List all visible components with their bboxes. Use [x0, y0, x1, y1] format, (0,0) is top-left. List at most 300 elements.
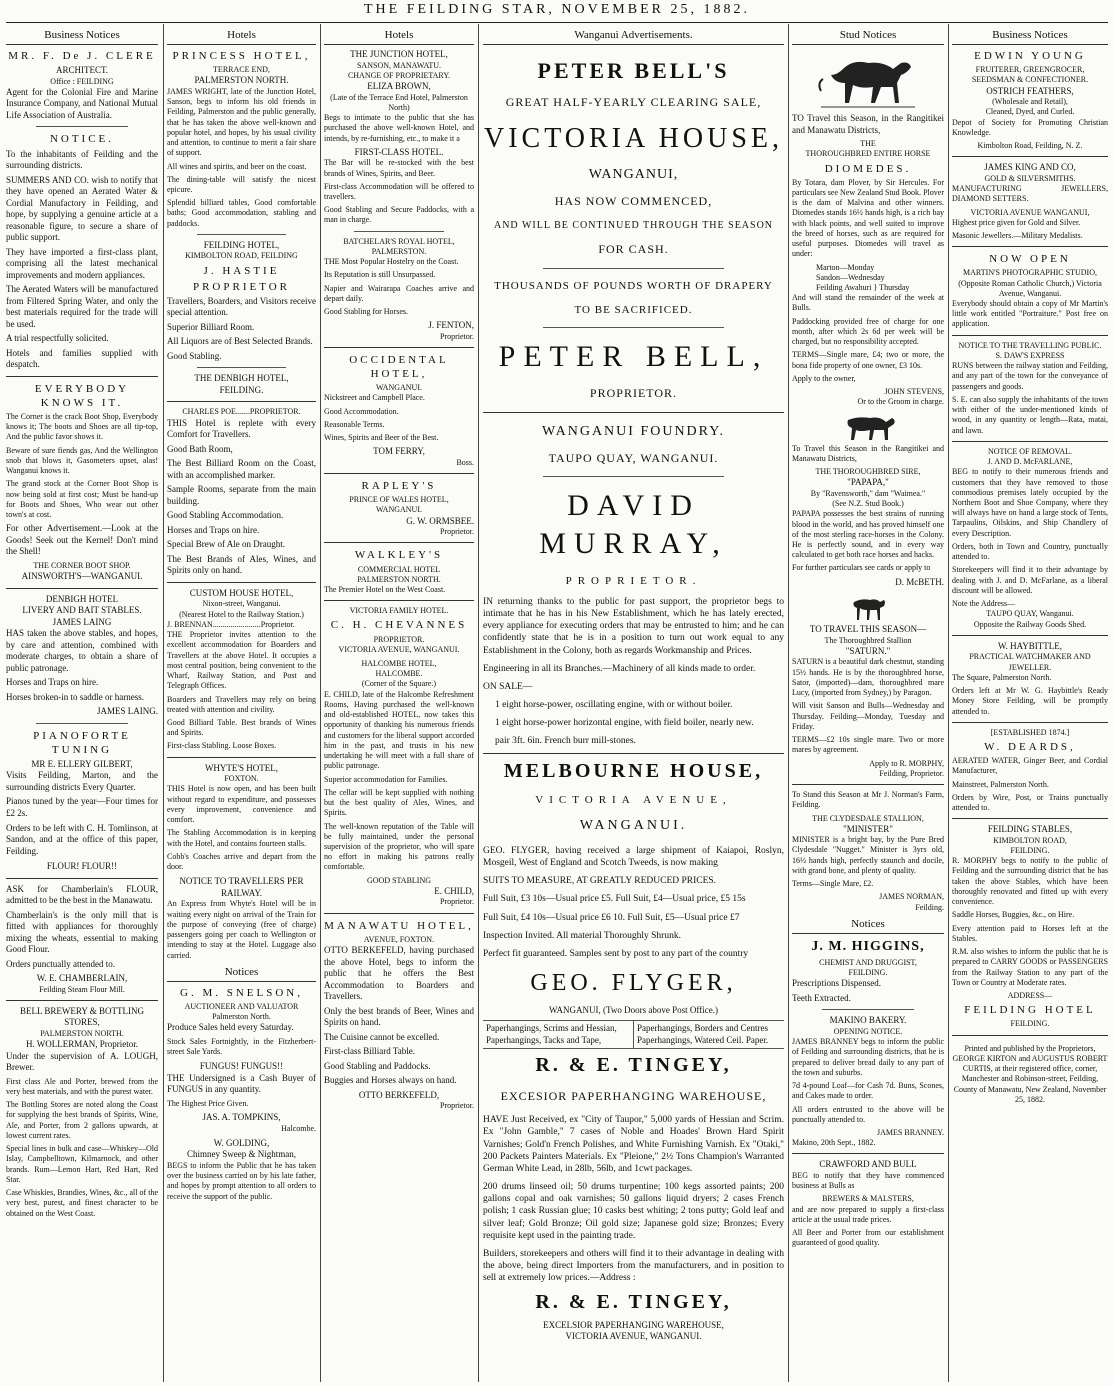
- corner-boot-shop-ad: [6, 382, 158, 583]
- ad-place: Kimbolton Road, Feilding, N. Z.: [977, 141, 1083, 151]
- ad-title: THE CLYDESDALE STALLION,: [812, 813, 924, 823]
- ad-title: BATCHELAR'S ROYAL HOTEL,: [343, 236, 455, 246]
- column-3: [324, 26, 474, 1382]
- ad-body: Full Suit, £4 10s—Usual price £6 10. Full Suit, £5—Usual price £7: [483, 912, 740, 923]
- ad-body: The cellar will be kept supplied with nothing but the best quality of Ales, Wines, and Spirits.: [324, 787, 474, 818]
- ad-body: OTTO BERKEFELD, having purchased the above Hotel, begs to inform the public that he offers the Best Accommodation to Boarders and Travellers.: [324, 944, 474, 1002]
- ad-title: FEILDING HOTEL,: [203, 239, 280, 250]
- ad-body: HAS taken the above stables, and hopes, by care and attention, combined with moderate charges, to obtain a share of public patronage.: [6, 628, 158, 673]
- ad-body: To the inhabitants of Feilding and the surrounding districts.: [6, 148, 158, 171]
- makino-bakery-ad: [792, 1015, 944, 1148]
- ad-body: Apply to the owner,: [792, 373, 856, 383]
- ad-title: VICTORIA FAMILY HOTEL.: [349, 606, 449, 616]
- ad-body: Paddocking provided free of charge for one month, after which 2s 6d per week will be charged, but no responsibility accepted.: [792, 316, 944, 347]
- james-king-ad: [952, 162, 1108, 241]
- ad-body: Napier and Wairarapa Coaches arrive and depart daily.: [324, 283, 474, 303]
- ad-place: TAUPO QUAY, Wanganui.: [986, 609, 1074, 619]
- ad-line: Sandon—Wednesday: [816, 272, 885, 282]
- ad-body: The Cuisine cannot be excelled.: [324, 1031, 440, 1042]
- column-header: Business Notices: [952, 28, 1108, 45]
- ad-body: To Stand this Season at Mr J. Norman's Farm, Feilding.: [792, 790, 944, 810]
- ad-body: Case Whiskies, Brandies, Wines, &c., all of the very best, purest, and finest character to be obtained on the West Coast.: [6, 1188, 158, 1218]
- ad-line: AND WILL BE CONTINUED THROUGH THE SEASON: [493, 219, 774, 231]
- divider: [792, 784, 944, 785]
- column-rule: [320, 24, 321, 1382]
- ad-subtitle: OPENING NOTICE.: [833, 1026, 903, 1036]
- denbigh-hotel-ad: [167, 373, 316, 576]
- divider: [952, 246, 1108, 247]
- ad-title: EVERYBODY KNOWS IT.: [34, 382, 130, 409]
- ad-name: "SATURN.": [845, 645, 891, 656]
- ad-body: Boarders and Travellers may rely on being treated with attention and civility.: [167, 694, 316, 714]
- column-rule: [788, 24, 789, 1382]
- ad-body: Good Stabling Accommodation.: [167, 510, 284, 521]
- ad-body: Prescriptions Dispensed.: [792, 978, 881, 989]
- ad-body: Under the supervision of A. LOUGH, Brewer.: [6, 1050, 158, 1073]
- ad-title: THOROUGHBRED ENTIRE HORSE: [805, 149, 931, 159]
- whytes-hotel-ad: [167, 763, 316, 873]
- ad-body: All wines and spirits, and beer on the coast.: [167, 161, 307, 171]
- ad-body: Full Suit, £3 10s—Usual price £5. Full Suit, £4—Usual price, £5 15s: [483, 894, 746, 905]
- ad-body: Begs to intimate to the public that she has purchased the above well-known Hotel, and intends, by re-furnishing, etc., to make it a: [324, 113, 474, 143]
- ad-title: R. & E. TINGEY,: [535, 1054, 732, 1077]
- ad-body: R.M. also wishes to inform the public that he is prepared to CARRY GOODS or PASSENGERS from the Railway Station to any part of the Town or Country at Moderate rates.: [952, 947, 1108, 987]
- ad-body: AERATED WATER, Ginger Beer, and Cordial Manufacturer,: [952, 756, 1108, 776]
- ad-subtitle: KIMBOLTON ROAD,: [993, 835, 1067, 845]
- divider: [483, 753, 784, 754]
- ad-body: TO Travel this Season, in the Rangitikei and Manawatu Districts,: [792, 113, 944, 135]
- ad-title: NOTICE TO THE TRAVELLING PUBLIC.: [958, 340, 1102, 350]
- masthead: THE FEILDING STAR, NOVEMBER 25, 1882.: [364, 2, 750, 17]
- ad-proprietor: Proprietor.: [440, 897, 474, 907]
- ad-body: Cobb's Coaches arrive and depart from the door.: [167, 851, 316, 872]
- ad-place: PALMERSTON NORTH.: [357, 574, 441, 584]
- ad-title: WHYTE'S HOTEL,: [204, 762, 279, 773]
- ad-date: Makino, 20th Sept., 1882.: [792, 1138, 876, 1148]
- ad-body: The Bottling Stores are noted along the Coast for supplying the best brands of Spirits, Wine, Ale, and Porter, from 2 gallons upwards, at lowest current rates.: [6, 1100, 158, 1140]
- clere-ad: [6, 49, 158, 121]
- diomedes-ad: [792, 113, 944, 408]
- batchelar-hotel-ad: [324, 237, 474, 342]
- ad-body: Inspection Invited. All material Thoroughly Shrunk.: [483, 930, 681, 941]
- piano-tuning-ad: [6, 729, 158, 857]
- ad-proprietor: Boss.: [456, 457, 474, 467]
- ad-body: The Best Billiard Room on the Coast, with an accomplished marker.: [167, 458, 316, 480]
- ad-name: H. WOLLERMAN, Proprietor.: [25, 1039, 139, 1050]
- minister-ad: [792, 790, 944, 913]
- divider: [952, 441, 1108, 442]
- wanganui-column: [483, 26, 784, 1382]
- ad-title: PIANOFORTE TUNING: [33, 729, 131, 756]
- ad-body: THE Undersigned is a Cash Buyer of FUNGUS in any quantity.: [167, 1072, 316, 1095]
- ad-body: HAVE Just Received, ex "City of Taupor," 5,000 yards of Hessian and Scrim. Ex "John Gamble," 7 cases of Noble and Hoades' Brown Hard Spirit Varnishes; Gold'n French Polishes, and White Furnishing Varnish. Ex "Otaki," 200 Packets Painters Materials. Ex "Pleione," 2½ Tons Champion's Warranted German White Lead, in 28lb, 56lb, and 1cwt packages.: [483, 1115, 784, 1174]
- column-rule: [478, 24, 479, 1382]
- column-5: [792, 26, 944, 1382]
- ad-line: GOOD STABLING: [366, 875, 432, 885]
- fungus-ad: [167, 1061, 316, 1134]
- walkleys-hotel-ad: [324, 548, 474, 595]
- ad-subtitle: CHANGE OF PROPRIETARY.: [347, 70, 451, 80]
- ad-subtitle: EXCESIOR PAPERHANGING WAREHOUSE,: [500, 1088, 767, 1103]
- ad-signature: OTTO BERKEFELD,: [358, 1089, 440, 1100]
- ad-signature: G. W. ORMSBEE.: [406, 515, 474, 526]
- ad-body: Special Brew of Ale on Draught.: [167, 539, 285, 550]
- ad-line: THOUSANDS OF POUNDS WORTH OF DRAPERY: [494, 279, 773, 292]
- ad-body: 200 drums linseed oil; 50 drums turpentine; 100 kegs assorted paints; 200 gallons copal and oak varnishes; 50 gallons liquid dryers; 2 cases French polish; 1 cask Russian glue; 10 casks best whiting; 2 tons putty; Gold leaf and silver leaf; Gold Bronze; Oil gold size; Japanese gold size; Bronzes; Every requisite kept used in the painting trade.: [483, 1182, 784, 1241]
- column-header: Hotels: [167, 28, 316, 45]
- ad-body: Agent for the Colonial Fire and Marine Insurance Company, and National Mutual Life Association of Australia.: [6, 86, 158, 120]
- summers-notice: [6, 132, 158, 370]
- ad-place: VICTORIA AVENUE,: [535, 794, 732, 807]
- ad-place: VICTORIA AVENUE, WANGANUI.: [338, 644, 460, 654]
- ad-body: Buggies and Horses always on hand.: [324, 1075, 457, 1086]
- ad-body: Will visit Sanson and Bulls—Wednesday and Thursday. Feilding—Monday, Tuesday and Friday.: [792, 701, 944, 731]
- ad-proprietor: CHARLES POE.......PROPRIETOR.: [182, 407, 301, 417]
- ad-place: HALCOMBE.: [375, 669, 423, 679]
- ad-place: (Opposite Roman Catholic Church,) Victoria Avenue, Wanganui.: [958, 278, 1102, 298]
- ad-line: Office : FEILDING: [50, 76, 114, 86]
- ad-title: MR. F. De J. CLERE: [8, 50, 156, 63]
- ad-body: Storekeepers will find it to their advantage by dealing with J. and D. McFarlane, as a liberal discount will be allowed.: [952, 565, 1108, 595]
- ad-title: AUCTIONEER AND VALUATOR: [184, 1001, 299, 1011]
- flour-ad: [6, 861, 158, 995]
- ad-body: The Stabling Accommodation is in keeping with the Hotel, and contains fourteen stalls.: [167, 828, 316, 848]
- ad-place: FEILDING.: [1010, 845, 1050, 855]
- ad-body: The Aerated Waters will be manufactured from Filtered Spring Water, and only the best materials required for the trade will be used.: [6, 284, 158, 329]
- ad-body: BEG to notify to their numerous friends and customers that they have removed to those commodious premises lately occupied by the Northern Boot and Shoe Company, where they will always have on hand a large stock of Tents, Tarpaulins, Oilskins, and Ship Chandlery of every Description.: [952, 467, 1108, 538]
- ad-body: IN returning thanks to the public for past support, the proprietor begs to intimate that he has in his New Establishment, which he has lately erected, every appliance for executing orders that may be entrusted to him; and he can confidently state that he is in a position to turn out work equal to any Establishment in the Colony, both as regards Workmanship and Prices.: [483, 596, 784, 656]
- ad-body: SATURN is a beautiful dark chestnut, standing 15½ hands. He is by the thoroughbred horse, Sator, (imported)—dam, thoroughbred mare Lucy, (imported from Sydney,) by Paragon.: [792, 657, 944, 698]
- ad-body: By Totara, dam Plover, by Sir Hercules. For particulars see New Zealand Stud Book. Plover is the dam of Malvina and other winners. Diomedes stands 16½ hands high, is a rich bay with black points, and well suited to improve the breed of horses, such as are required for useful purposes. Diomedes will travel as under:: [792, 177, 944, 259]
- divider: [543, 476, 724, 477]
- ad-proprietor: Proprietor.: [440, 1101, 474, 1111]
- ad-title: BELL BREWERY & BOTTLING STORES,: [19, 1005, 145, 1028]
- ad-place: FEILDING.: [219, 384, 264, 395]
- ad-body: The Premier Hotel on the West Coast.: [324, 584, 446, 594]
- ad-body: Special lines in bulk and case—Whiskey—Old Islay, Campbelltown, Kilmarnock, and other brands. Rum—Lemon Hart, Red Hart, Red Star.: [6, 1144, 158, 1184]
- ad-body: An Express from Whyte's Hotel will be in waiting every night on arrival of the Train for the purpose of conveying (free of charge) passengers going per coach to Wellington or intending to stay at the Hotel. Luggage also carried.: [167, 899, 316, 960]
- saturn-ad: [792, 624, 944, 779]
- ad-body: Orders, both in Town and Country, punctually attended to.: [952, 541, 1108, 562]
- deards-ad: [952, 728, 1108, 813]
- ad-line: THE: [860, 139, 876, 149]
- ad-place: Feilding.: [915, 902, 944, 912]
- ad-name: "PAPAPA,": [847, 477, 889, 488]
- ad-title: PRINCESS HOTEL,: [172, 50, 311, 63]
- divider: [6, 588, 158, 589]
- column-header: Stud Notices: [792, 28, 944, 45]
- column-header: Hotels: [324, 28, 474, 45]
- ad-signature: W. E. CHAMBERLAIN,: [36, 973, 128, 984]
- ad-place: VICTORIA AVENUE WANGANUI,: [970, 207, 1090, 217]
- ad-body: Everybody should obtain a copy of Mr Martin's little work entitled "Portraiture." Post free on application.: [952, 299, 1108, 329]
- divider: [324, 600, 474, 601]
- paperhanging-list-right: Paperhangings, Borders and Centres Paperhangings, Watered Ceil. Paper.: [637, 1023, 769, 1045]
- ad-body: TERMS—Single mare, £4; two or more, the bona fide property of one owner, £3 10s.: [792, 350, 944, 370]
- section-header: Notices: [167, 965, 316, 982]
- ad-body: THE Most Popular Hostelry on the Coast.: [324, 257, 459, 267]
- ad-body: Only the best brands of Beer, Wines and Spirits on hand.: [324, 1005, 474, 1028]
- ad-body: First-class Accommodation will be offered to travellers.: [324, 181, 474, 201]
- ad-subtitle: S. DAW'S EXPRESS: [995, 350, 1065, 360]
- ad-line: TO BE SACRIFICED.: [574, 303, 693, 316]
- denbigh-stables-ad: [6, 594, 158, 718]
- ad-body: JAMES WRIGHT, late of the Junction Hotel, Sanson, begs to inform his old friends in Feilding, Palmerston and the public generally, that he has taken the above well-known and popular hotel, and hopes, by his usual civility and attention, to continue to merit a fair share of support.: [167, 86, 316, 158]
- ad-body: To Travel this Season in the Rangitikei and Manawatu Districts,: [792, 443, 944, 463]
- crawford-bull-ad: [792, 1159, 944, 1248]
- ad-body: Chamberlain's is the only mill that is fitted with appliances for thoroughly mixing the wheats, essential to making Good Flour.: [6, 909, 158, 955]
- ad-place: AINSWORTH'S—WANGANUI.: [21, 571, 143, 582]
- ad-name: R. & E. TINGEY,: [535, 1291, 732, 1314]
- ad-name: J. HASTIE: [203, 264, 280, 277]
- ad-place: Halcombe.: [281, 1123, 316, 1133]
- ad-body: Beware of sure fiends gas, And the Wellington snob that blows it, Gasometers upset, alas! Wanganui knows it.: [6, 445, 158, 476]
- ad-body: THE Proprietor invites attention to the excellent accommodation for Boarders and Travellers at the above Hotel. It occupies a most central position, being convenient to the Wharf, Railway Station, and Post and Telegraph Offices.: [167, 630, 316, 691]
- ad-place: PALMERSTON NORTH.: [40, 1028, 124, 1038]
- ad-body: TERMS—£2 10s single mare. Two or more mares by agreement.: [792, 735, 944, 755]
- ad-subtitle: EXCELSIOR PAPERHANGING WAREHOUSE,: [543, 1319, 724, 1330]
- ad-body: S. E. can also supply the inhabitants of the town with either of the under-mentioned kinds of wood, in any quantity or length—Rata, matai, and lawn.: [952, 394, 1108, 435]
- ad-body: Horses and Traps on hire.: [6, 677, 99, 688]
- ad-title: Chimney Sweep & Nightman,: [187, 1149, 296, 1160]
- ad-body: 1 eight horse-power, oscillating engine, with or without boiler.: [495, 699, 733, 710]
- ad-line: Marton—Monday: [816, 262, 875, 272]
- ad-body: 7d 4-pound Loaf—for Cash 7d. Buns, Scones, and Cakes made to order.: [792, 1081, 944, 1101]
- ad-title: FEILDING STABLES,: [987, 824, 1073, 835]
- ad-signature: JAMES BRANNEY.: [877, 1128, 944, 1137]
- ad-body: All Liquors are of Best Selected Brands.: [167, 336, 313, 347]
- ad-title: MANAWATU HOTEL,: [324, 919, 474, 932]
- ad-signature: JAMES NORMAN,: [879, 892, 944, 902]
- manawatu-hotel-ad: [324, 919, 474, 1112]
- ad-line: Feilding Awahuri } Thursday: [816, 283, 910, 292]
- ad-line: GREAT HALF-YEARLY CLEARING SALE,: [505, 95, 762, 110]
- ad-line: Note the Address—: [952, 599, 1016, 609]
- ad-signature: THE CORNER BOOT SHOP.: [33, 560, 131, 570]
- ad-body: The Corner is the crack Boot Shop, Everybody knows it; The boots and Shoes are all tip-top, And the public favor shows it.: [6, 411, 158, 442]
- ad-name: W. HAYBITTLE,: [997, 640, 1063, 651]
- ad-place: Opposite the Railway Goods Shed.: [973, 619, 1087, 629]
- ad-title: FRUITERER, GREENGROCER,: [975, 65, 1085, 75]
- ad-line: Cleaned, Dyed, and Curled.: [985, 107, 1075, 117]
- ad-body: Good Accommodation.: [324, 406, 399, 416]
- ad-body: Superior accommodation for Families.: [324, 774, 448, 784]
- divider: [483, 412, 784, 413]
- ad-title: HALCOMBE HOTEL,: [361, 659, 437, 668]
- ad-place: AVENUE, FOXTON.: [363, 934, 435, 944]
- section-header: Notices: [792, 917, 944, 934]
- daws-express-ad: [952, 341, 1108, 436]
- ad-body: Reasonable Terms.: [324, 419, 385, 429]
- ad-title: FLOUR! FLOUR!!: [46, 861, 118, 872]
- ad-body: A trial respectfully solicited.: [6, 333, 109, 344]
- horse-engraving: [848, 592, 888, 622]
- ad-title: MELBOURNE HOUSE,: [503, 760, 764, 783]
- ad-body: Good Bath Room,: [167, 443, 233, 454]
- ad-name: MR E. ELLERY GILBERT,: [31, 758, 133, 769]
- ad-body: BEG to notify that they have commenced business at Bulls as: [792, 1170, 944, 1191]
- ad-proprietor: PROPRIETOR.: [589, 386, 678, 401]
- ad-body: THIS Hotel is now open, and has been built without regard to expenditure, and possesses every improvement, convenience and comfort.: [167, 784, 316, 825]
- column-2: [167, 26, 316, 1382]
- ad-line: HAS NOW COMMENCED,: [554, 194, 713, 209]
- ad-subtitle: COMMERCIAL HOTEL: [357, 564, 441, 574]
- ad-line: By "Ravensworth," dam "Waimea.": [810, 488, 926, 498]
- divider: [354, 231, 444, 232]
- ad-name: PETER BELL,: [498, 340, 769, 373]
- paperhanging-list-left: Paperhangings, Scrims and Hessian, Paperhangings, Tacks and Tape,: [483, 1021, 634, 1048]
- railway-notice-ad: [167, 876, 316, 960]
- ad-body: Good Billiard Table. Best brands of Wines and Spirits.: [167, 717, 316, 738]
- divider: [543, 327, 724, 328]
- ad-subtitle: BREWERS & MALSTERS,: [822, 1194, 914, 1204]
- ad-proprietor: PROPRIETOR.: [565, 574, 702, 587]
- ad-title: THE THOROUGHBRED SIRE,: [815, 467, 921, 477]
- divider: [952, 635, 1108, 636]
- ad-body: Stock Sales Fortnightly, in the Fitzherbert-street Sale Yards.: [167, 1036, 316, 1057]
- ad-title: WALKLEY'S: [354, 549, 444, 562]
- ad-body: For other Advertisement.—Look at the Goods! Seek out the Kernel! Don't mind the Shell!: [6, 523, 158, 557]
- ad-title: WANGANUI FOUNDRY.: [541, 423, 726, 439]
- golding-ad: [167, 1138, 316, 1202]
- ad-body: E. CHILD, late of the Halcombe Refreshment Rooms, Having purchased the well-known and old-established HOTEL, now takes this opportunity of thanking his numerous friends and customers for the liberal support accorded him in the past, and trusts in his new undertaking he will meet with a full share of public patronage.: [324, 689, 474, 771]
- ad-name: W. GOLDING,: [213, 1137, 270, 1148]
- column-header: Business Notices: [6, 28, 158, 45]
- ad-body: THIS Hotel is replete with every Comfort for Travellers.: [167, 417, 316, 440]
- ad-place: FOXTON.: [224, 774, 259, 784]
- ad-line: (Wholesale and Retail),: [992, 97, 1068, 107]
- divider: [167, 757, 316, 758]
- ad-line: ADDRESS—: [1007, 991, 1053, 1001]
- ad-proprietor: PROPRIETOR.: [373, 634, 425, 644]
- ad-place: WANGANUI, (Two Doors above Post Office.): [549, 1004, 718, 1015]
- ad-place: FEILDING.: [1010, 1019, 1050, 1029]
- divider: [167, 401, 316, 402]
- martin-studio-ad: [952, 252, 1108, 329]
- ad-body: Depot of Society for Promoting Christian Knowledge.: [952, 117, 1108, 137]
- princess-hotel-ad: [167, 49, 316, 229]
- ad-title: MAKINO BAKERY.: [829, 1015, 907, 1026]
- ad-name: DAVID MURRAY,: [539, 489, 728, 561]
- ad-body: Horses broken-in to saddle or harness.: [6, 691, 144, 702]
- ad-body: Nickstreet and Campbell Place.: [324, 393, 425, 403]
- ad-name: FEILDING HOTEL: [964, 1004, 1096, 1017]
- divider: [167, 582, 316, 583]
- ad-place: WANGANUI.: [376, 505, 422, 515]
- ad-body: The Square, Palmerston North.: [952, 672, 1052, 682]
- ad-title: PRACTICAL WATCHMAKER AND JEWELLER.: [969, 652, 1091, 672]
- ad-shop-name: VICTORIA HOUSE,: [483, 122, 784, 154]
- feilding-stables-ad: [952, 824, 1108, 1029]
- ad-line: (Corner of the Square.): [361, 679, 437, 689]
- ad-body: Every attention paid to Horses left at the Stables.: [952, 923, 1108, 943]
- ad-body: They have imported a first-class plant, comprising all the latest mechanical improvements and modern appliances.: [6, 246, 158, 280]
- divider: [197, 367, 286, 368]
- column-rule: [948, 24, 949, 1382]
- ad-proprietor: PROPRIETOR: [192, 280, 291, 293]
- ad-signature: D. McBETH.: [895, 576, 944, 587]
- ad-body: Good Stabling for Horses.: [324, 307, 408, 317]
- ad-title: RAPLEY'S: [361, 480, 437, 493]
- ad-title: CUSTOM HOUSE HOTEL,: [189, 587, 294, 598]
- printer-imprint: Printed and published by the Proprietors, GEORGE KIRTON and AUGUSTUS ROBERT CURTIS, at their registered office, corner, Manchester and Robinson-street, Feilding, County of Manawatu, New Zealand, November 25, 1882.: [952, 1043, 1108, 1104]
- ad-signature: JAMES LAING.: [96, 706, 158, 717]
- ad-body: The Highest Price Given.: [167, 1098, 249, 1108]
- ad-line: FIRST-CLASS HOTEL.: [354, 146, 444, 157]
- ad-body: The Bar will be re-stocked with the best brands of Wines, Spirits, and Beer.: [324, 158, 474, 178]
- ad-body: Orders left at Mr W. G. Haybittle's Ready Money Store Feilding, will be promptly attended to.: [952, 686, 1108, 716]
- column-header: Wanganui Advertisements.: [483, 28, 784, 45]
- ad-body: Visits Feilding, Marton, and the surrounding districts Every Quarter.: [6, 770, 158, 792]
- ad-title: THE JUNCTION HOTEL,: [350, 49, 448, 60]
- higgins-ad: [792, 938, 944, 1004]
- ad-body: Terms—Single Mare, £2.: [792, 879, 874, 889]
- ad-name: W. DEARDS,: [984, 740, 1076, 753]
- column-1: [6, 26, 158, 1382]
- ad-name: DIOMEDES.: [824, 162, 912, 175]
- ad-body: Hotels and families supplied with despatch.: [6, 347, 158, 370]
- removal-notice-ad: [952, 447, 1108, 630]
- divider: [6, 878, 158, 879]
- edwin-young-ad: [952, 49, 1108, 151]
- horse-engraving: [813, 49, 923, 111]
- melbourne-house-ad: [483, 759, 784, 1016]
- divider: [324, 347, 474, 348]
- ad-body: The Best Brands of Ales, Wines, and Spirits only on hand.: [167, 553, 316, 576]
- bell-brewery-ad: [6, 1006, 158, 1219]
- wanganui-foundry-ad: [483, 423, 784, 748]
- ad-place: WANGANUI.: [376, 383, 422, 393]
- ad-title: NOW OPEN: [989, 253, 1071, 266]
- horse-engraving: [838, 412, 898, 442]
- paperhanging-list: [483, 1020, 784, 1049]
- divider: [822, 1009, 913, 1010]
- ad-body: GEO. FLYGER, having received a large shipment of Kaiapoi, Roslyn, Mosgeil, West of England and Scotch Tweeds, is now making: [483, 846, 784, 869]
- divider: [952, 1035, 1108, 1036]
- ad-name: ELIZA BROWN,: [367, 81, 431, 92]
- ad-name: J. M. HIGGINS,: [811, 938, 925, 954]
- papapa-ad: [792, 444, 944, 589]
- ad-subtitle: The Thoroughbred Stallion: [824, 635, 912, 645]
- divider: [6, 376, 158, 377]
- ad-body: MANUFACTURING JEWELLERS, DIAMOND SETTERS.: [952, 184, 1108, 204]
- ad-body: 1 eight horse-power horizontal engine, with field boiler, nearly new.: [495, 718, 754, 729]
- ad-line: (See N.Z. Stud Book.): [832, 499, 904, 509]
- ad-place: Palmerston North.: [212, 1012, 271, 1022]
- divider: [952, 818, 1108, 819]
- ad-place: Feilding Steam Flour Mill.: [39, 984, 125, 994]
- ad-signature: TOM FERRY,: [373, 446, 425, 457]
- ad-title: TO TRAVEL THIS SEASON—: [809, 624, 927, 635]
- ad-body: Mainstreet, Palmerston North.: [952, 779, 1049, 789]
- divider: [543, 268, 724, 269]
- ad-body: Good Stabling and Paddocks.: [324, 1060, 431, 1071]
- ad-subtitle: LIVERY AND BAIT STABLES.: [22, 605, 142, 616]
- ad-title: OCCIDENTAL HOTEL,: [349, 354, 449, 381]
- ad-name: C. H. CHEVANNES: [330, 619, 468, 632]
- ad-title: FUNGUS! FUNGUS!!: [199, 1061, 284, 1072]
- ad-body: BEGS to inform the Public that he has taken over the business carried on by his late father, and hopes by prompt attention to all orders to receive the support of the public.: [167, 1160, 316, 1201]
- ad-body: Builders, storekeepers and others will find it to their advantage in dealing with the above, being direct Importers from the manufacturers, and in position to sell at extremely low prices.—Address :: [483, 1248, 784, 1284]
- ad-proprietor: Proprietor.: [440, 527, 474, 537]
- divider: [324, 542, 474, 543]
- ad-place: Feilding, Proprietor.: [879, 768, 944, 778]
- ad-body: All Beer and Porter from our establishment guaranteed of good quality.: [792, 1228, 944, 1248]
- column-6: [952, 26, 1108, 1382]
- ad-body: and are now prepared to supply a first-class article at the usual trade prices.: [792, 1204, 944, 1224]
- ad-body: For further particulars see cards or apply to: [792, 563, 931, 573]
- ad-body: Splendid billiard tables, Good comfortable baths; Good accommodation, stabling and paddocks.: [167, 198, 316, 228]
